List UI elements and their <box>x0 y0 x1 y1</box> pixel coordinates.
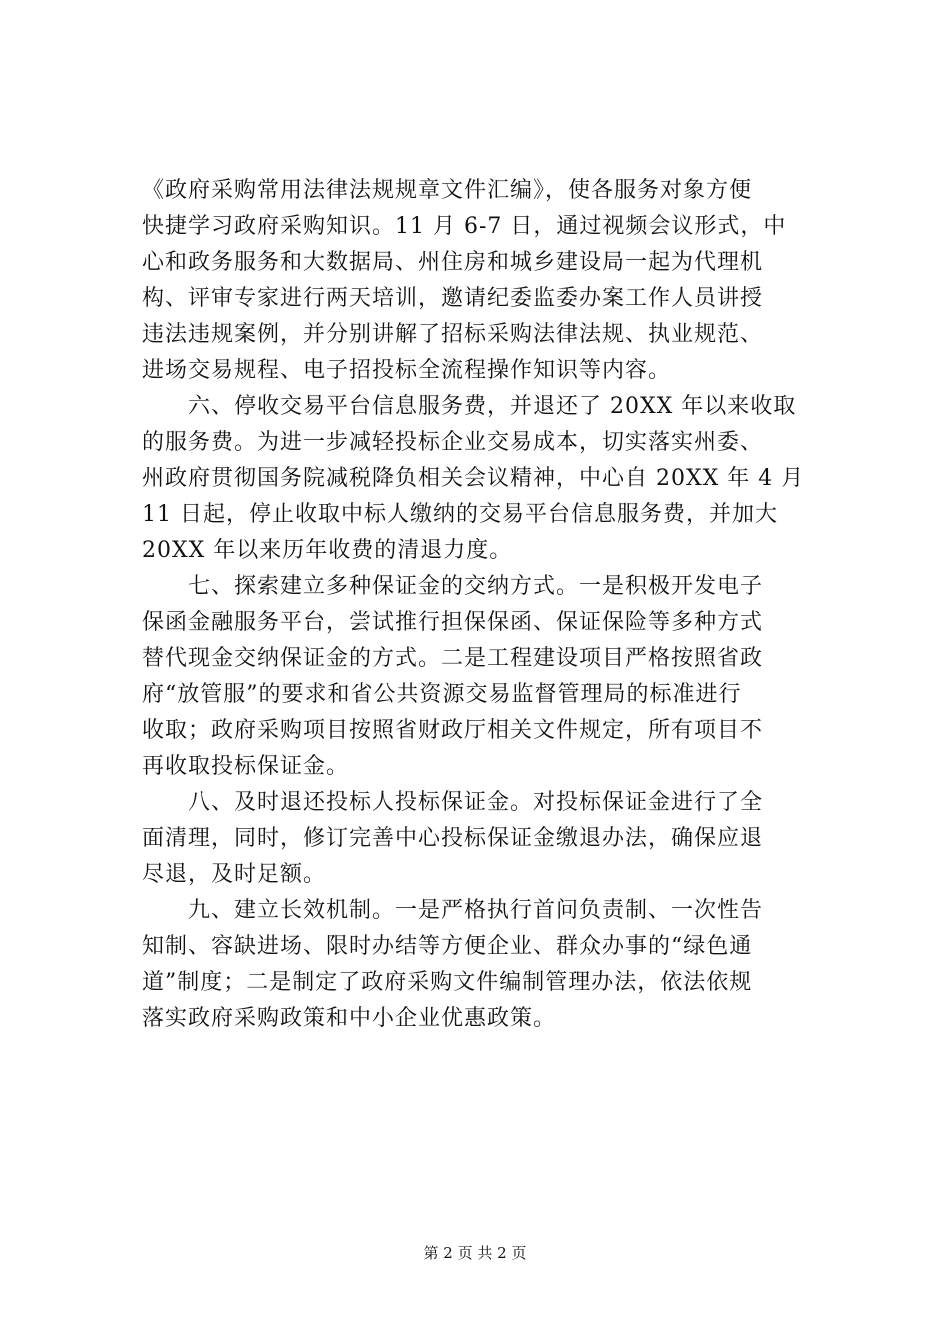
text-line: 替代现金交纳保证金的方式。二是工程建设项目严格按照省政 <box>142 646 764 671</box>
text-line: 八、及时退还投标人投标保证金。对投标保证金进行了全 <box>142 790 764 815</box>
text-line: 进场交易规程、电子招投标全流程操作知识等内容。 <box>142 358 672 383</box>
text-line: 11 日起，停止收取中标人缴纳的交易平台信息服务费，并加大 <box>142 502 778 527</box>
text-line: 知制、容缺进场、限时办结等方便企业、群众办事的“绿色通 <box>142 934 753 959</box>
text-line: 府“放管服”的要求和省公共资源交易监督管理局的标准进行 <box>142 682 742 707</box>
text-line: 再收取投标保证金。 <box>142 754 350 779</box>
text-line: 违法违规案例，并分别讲解了招标采购法律法规、执业规范、 <box>142 322 764 347</box>
text-line: 构、评审专家进行两天培训，邀请纪委监委办案工作人员讲授 <box>142 286 764 311</box>
text-line: 六、停收交易平台信息服务费，并退还了 20XX 年以来收取 <box>142 394 797 419</box>
text-line: 收取；政府采购项目按照省财政厅相关文件规定，所有项目不 <box>142 718 764 743</box>
text-line: 快捷学习政府采购知识。11 月 6-7 日，通过视频会议形式，中 <box>142 214 787 239</box>
page-number-footer: 第 2 页 共 2 页 <box>423 1244 527 1262</box>
text-line: 七、探索建立多种保证金的交纳方式。一是积极开发电子 <box>142 574 764 599</box>
document-body <box>142 173 832 1037</box>
text-line: 尽退，及时足额。 <box>142 862 327 887</box>
text-line: 九、建立长效机制。一是严格执行首问负责制、一次性告 <box>142 898 764 923</box>
text-line: 《政府采购常用法律法规规章文件汇编》，使各服务对象方便 <box>142 178 753 203</box>
text-line: 20XX 年以来历年收费的清退力度。 <box>142 538 513 563</box>
text-line: 落实政府采购政策和中小企业优惠政策。 <box>142 1006 557 1031</box>
text-line: 州政府贯彻国务院减税降负相关会议精神，中心自 20XX 年 4 月 <box>142 466 805 491</box>
text-line: 心和政务服务和大数据局、州住房和城乡建设局一起为代理机 <box>142 250 764 275</box>
text-line: 保函金融服务平台，尝试推行担保保函、保证保险等多种方式 <box>142 610 764 635</box>
text-line: 的服务费。为进一步减轻投标企业交易成本，切实落实州委、 <box>142 430 764 455</box>
text-line: 道”制度；二是制定了政府采购文件编制管理办法，依法依规 <box>142 970 753 995</box>
text-line: 面清理，同时，修订完善中心投标保证金缴退办法，确保应退 <box>142 826 764 851</box>
